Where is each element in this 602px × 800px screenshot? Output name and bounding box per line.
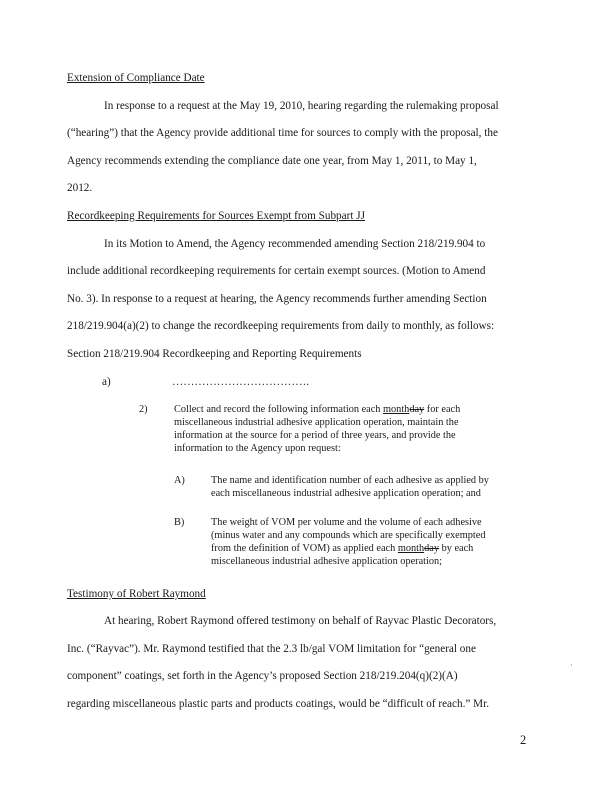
inserted-word-month: month xyxy=(383,404,410,415)
recordkeeping-paragraph-line-1: In its Motion to Amend, the Agency recommended amending Section 218/219.904 to xyxy=(104,238,486,250)
recordkeeping-paragraph-line-4: 218/219.904(a)(2) to change the recordkeeping requirements from daily to monthly, as follows: xyxy=(67,320,495,332)
item-B-line-1: The weight of VOM per volume and the volume of each adhesive xyxy=(211,517,482,528)
item-2-line-1-tail: for each xyxy=(424,404,461,415)
compliance-paragraph-line-3: Agency recommends extending the compliance date one year, from May 1, 2011, to May 1, xyxy=(67,155,477,167)
scan-speck: · xyxy=(570,661,573,670)
item-A-line-1: The name and identification number of each adhesive as applied by xyxy=(211,475,489,486)
item-a-label: a) xyxy=(102,376,111,388)
recordkeeping-paragraph-line-2: include additional recordkeeping requirements for certain exempt sources. (Motion to Amend xyxy=(67,265,486,277)
item-B-line-3-tail: by each xyxy=(439,543,474,554)
item-A-label: A) xyxy=(174,475,185,486)
page-number: 2 xyxy=(520,733,527,747)
heading-compliance-date: Extension of Compliance Date xyxy=(67,72,205,84)
section-title: Section 218/219.904 Recordkeeping and Reporting Requirements xyxy=(67,348,362,360)
deleted-word-day-2: day xyxy=(424,543,440,554)
item-B-line-2: (minus water and any compounds which are specifically exempted xyxy=(211,530,486,541)
item-2-label: 2) xyxy=(139,404,148,415)
deleted-word-day: day xyxy=(409,404,425,415)
item-2-line-3: information at the source for a period of three years, and provide the xyxy=(174,430,456,441)
item-B-line-3-text: from the definition of VOM) as applied each xyxy=(211,543,398,554)
recordkeeping-paragraph-line-3: No. 3). In response to a request at hearing, the Agency recommends further amending Section xyxy=(67,293,487,305)
item-2-line-4: information to the Agency upon request: xyxy=(174,443,341,454)
item-2-line-1-text: Collect and record the following information each xyxy=(174,404,384,415)
testimony-paragraph-line-4: regarding miscellaneous plastic parts and products coatings, would be “difficult of reach.” Mr. xyxy=(67,698,489,710)
item-a-ellipsis: ………………………………. xyxy=(172,376,310,388)
inserted-word-month-2: month xyxy=(397,543,425,554)
item-2-line-1 xyxy=(174,404,460,417)
compliance-paragraph-line-4: 2012. xyxy=(67,182,93,194)
compliance-paragraph-line-1: In response to a request at the May 19, 2010, hearing regarding the rulemaking proposal xyxy=(104,100,499,112)
compliance-paragraph-line-2: (“hearing”) that the Agency provide additional time for sources to comply with the proposal, the xyxy=(67,127,498,139)
item-B-line-4: miscellaneous industrial adhesive application operation; xyxy=(211,556,443,567)
item-B-label: B) xyxy=(174,517,185,528)
item-B-line-3 xyxy=(211,543,473,556)
testimony-paragraph-line-2: Inc. (“Rayvac”). Mr. Raymond testified that the 2.3 lb/gal VOM limitation for “general one xyxy=(67,643,476,655)
item-A-line-2: each miscellaneous industrial adhesive application operation; and xyxy=(211,488,481,499)
item-2-line-2: miscellaneous industrial adhesive application operation, maintain the xyxy=(174,417,459,428)
heading-recordkeeping: Recordkeeping Requirements for Sources Exempt from Subpart JJ xyxy=(67,210,365,222)
heading-testimony: Testimony of Robert Raymond xyxy=(67,588,206,600)
testimony-paragraph-line-3: component” coatings, set forth in the Agency’s proposed Section 218/219.204(q)(2)(A) xyxy=(67,670,458,682)
testimony-paragraph-line-1: At hearing, Robert Raymond offered testimony on behalf of Rayvac Plastic Decorators, xyxy=(104,615,497,627)
